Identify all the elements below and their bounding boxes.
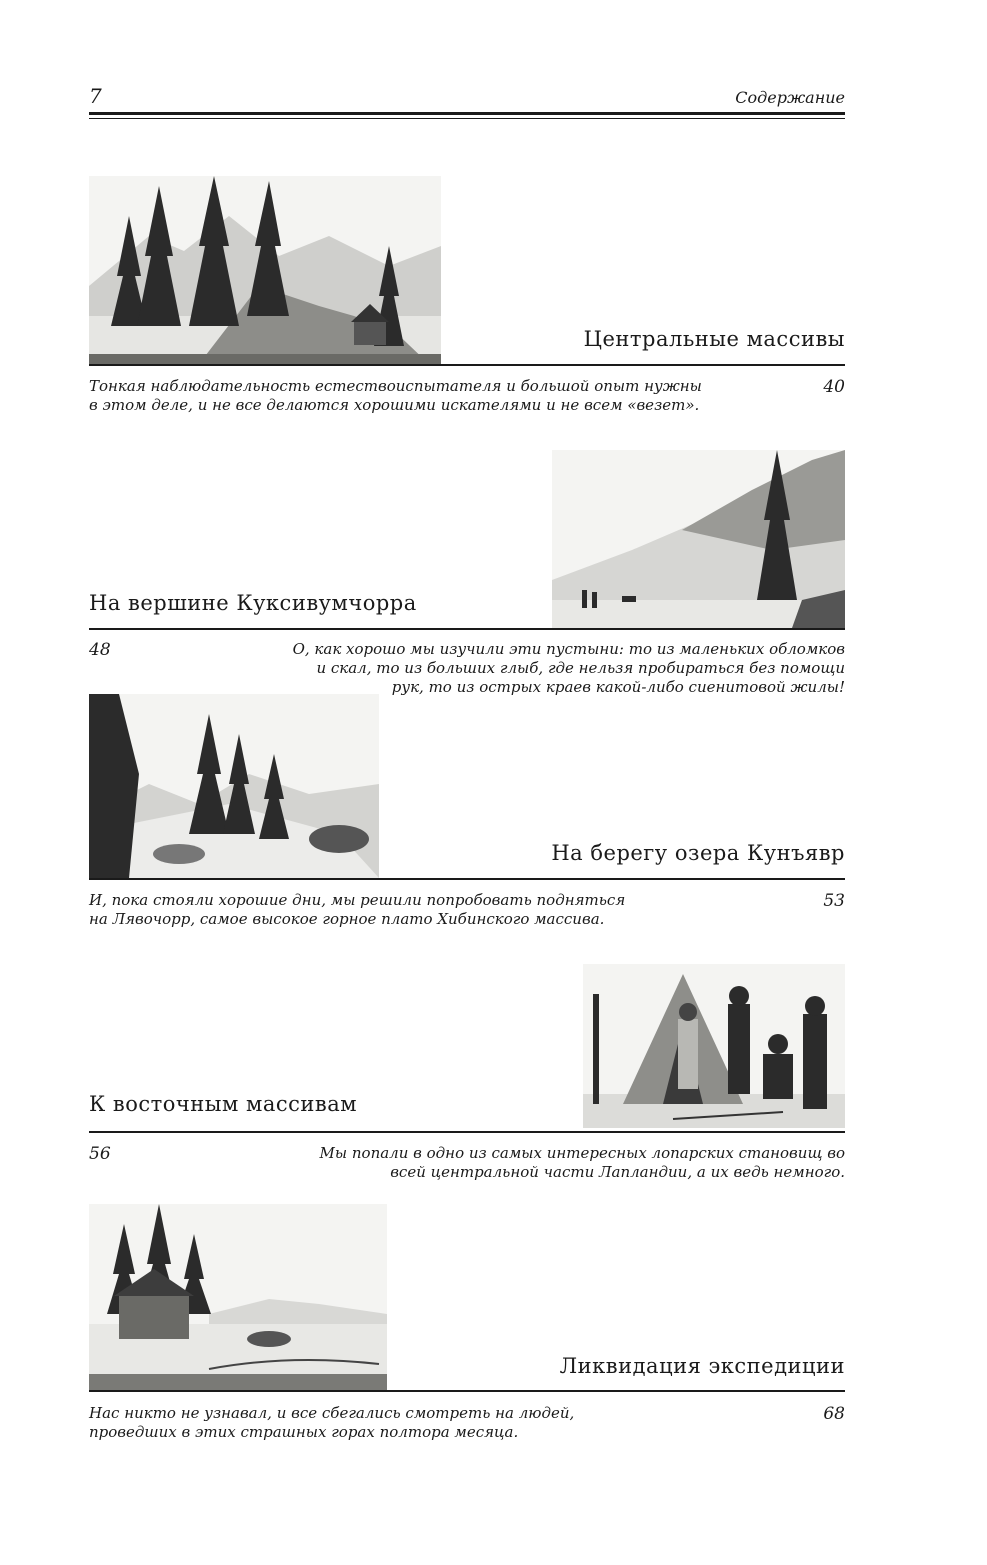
section-title[interactable]: На берегу озера Кунъявр (551, 841, 845, 865)
section-rule (89, 1390, 845, 1392)
section-title[interactable]: Центральные массивы (583, 327, 845, 351)
section-excerpt: Тонкая наблюдательность естествоиспытателя и большой опыт нужны в этом деле, и не все делаются хорошими искателями и не всем «везет». (89, 377, 702, 414)
section-excerpt: И, пока стояли хорошие дни, мы решили попробовать подняться на Лявочорр, самое высокое горное плато Хибинского массива. (89, 891, 626, 928)
section-page-number[interactable]: 68 (823, 1404, 845, 1424)
illustration-river-rapids (89, 694, 379, 878)
illustration-forest-lake (89, 176, 441, 364)
section-rule (89, 1131, 845, 1133)
section-page-number[interactable]: 40 (823, 377, 845, 397)
section-page-number[interactable]: 53 (823, 891, 845, 911)
section-rule (89, 364, 845, 366)
illustration-mountain-slope (552, 450, 845, 628)
section-page-number[interactable]: 48 (89, 640, 111, 660)
section-excerpt: О, как хорошо мы изучили эти пустыни: то из маленьких обломков и скал, то из больших глыб, где нельзя пробираться без помощи рук, то из острых краев какой-либо сиенитовой жилы! (292, 640, 845, 696)
section-excerpt: Нас никто не узнавал, и все сбегались смотреть на людей, проведших в этих страшных горах полтора месяца. (89, 1404, 575, 1441)
illustration-shore-hut (89, 1204, 387, 1390)
page-number: 7 (89, 84, 102, 108)
section-page-number[interactable]: 56 (89, 1144, 111, 1164)
section-excerpt: Мы попали в одно из самых интересных лопарских становищ во всей центральной части Лапландии, а их ведь немного. (319, 1144, 845, 1181)
section-title[interactable]: К восточным массивам (89, 1092, 358, 1116)
section-rule (89, 628, 845, 630)
header-rule-thin (89, 118, 845, 119)
running-title: Содержание (735, 88, 845, 107)
header-rule-thick (89, 112, 845, 115)
section-title[interactable]: Ликвидация экспедиции (559, 1354, 845, 1378)
section-rule (89, 878, 845, 880)
section-title[interactable]: На вершине Куксивумчорра (89, 591, 417, 615)
illustration-lapp-camp (583, 964, 845, 1128)
